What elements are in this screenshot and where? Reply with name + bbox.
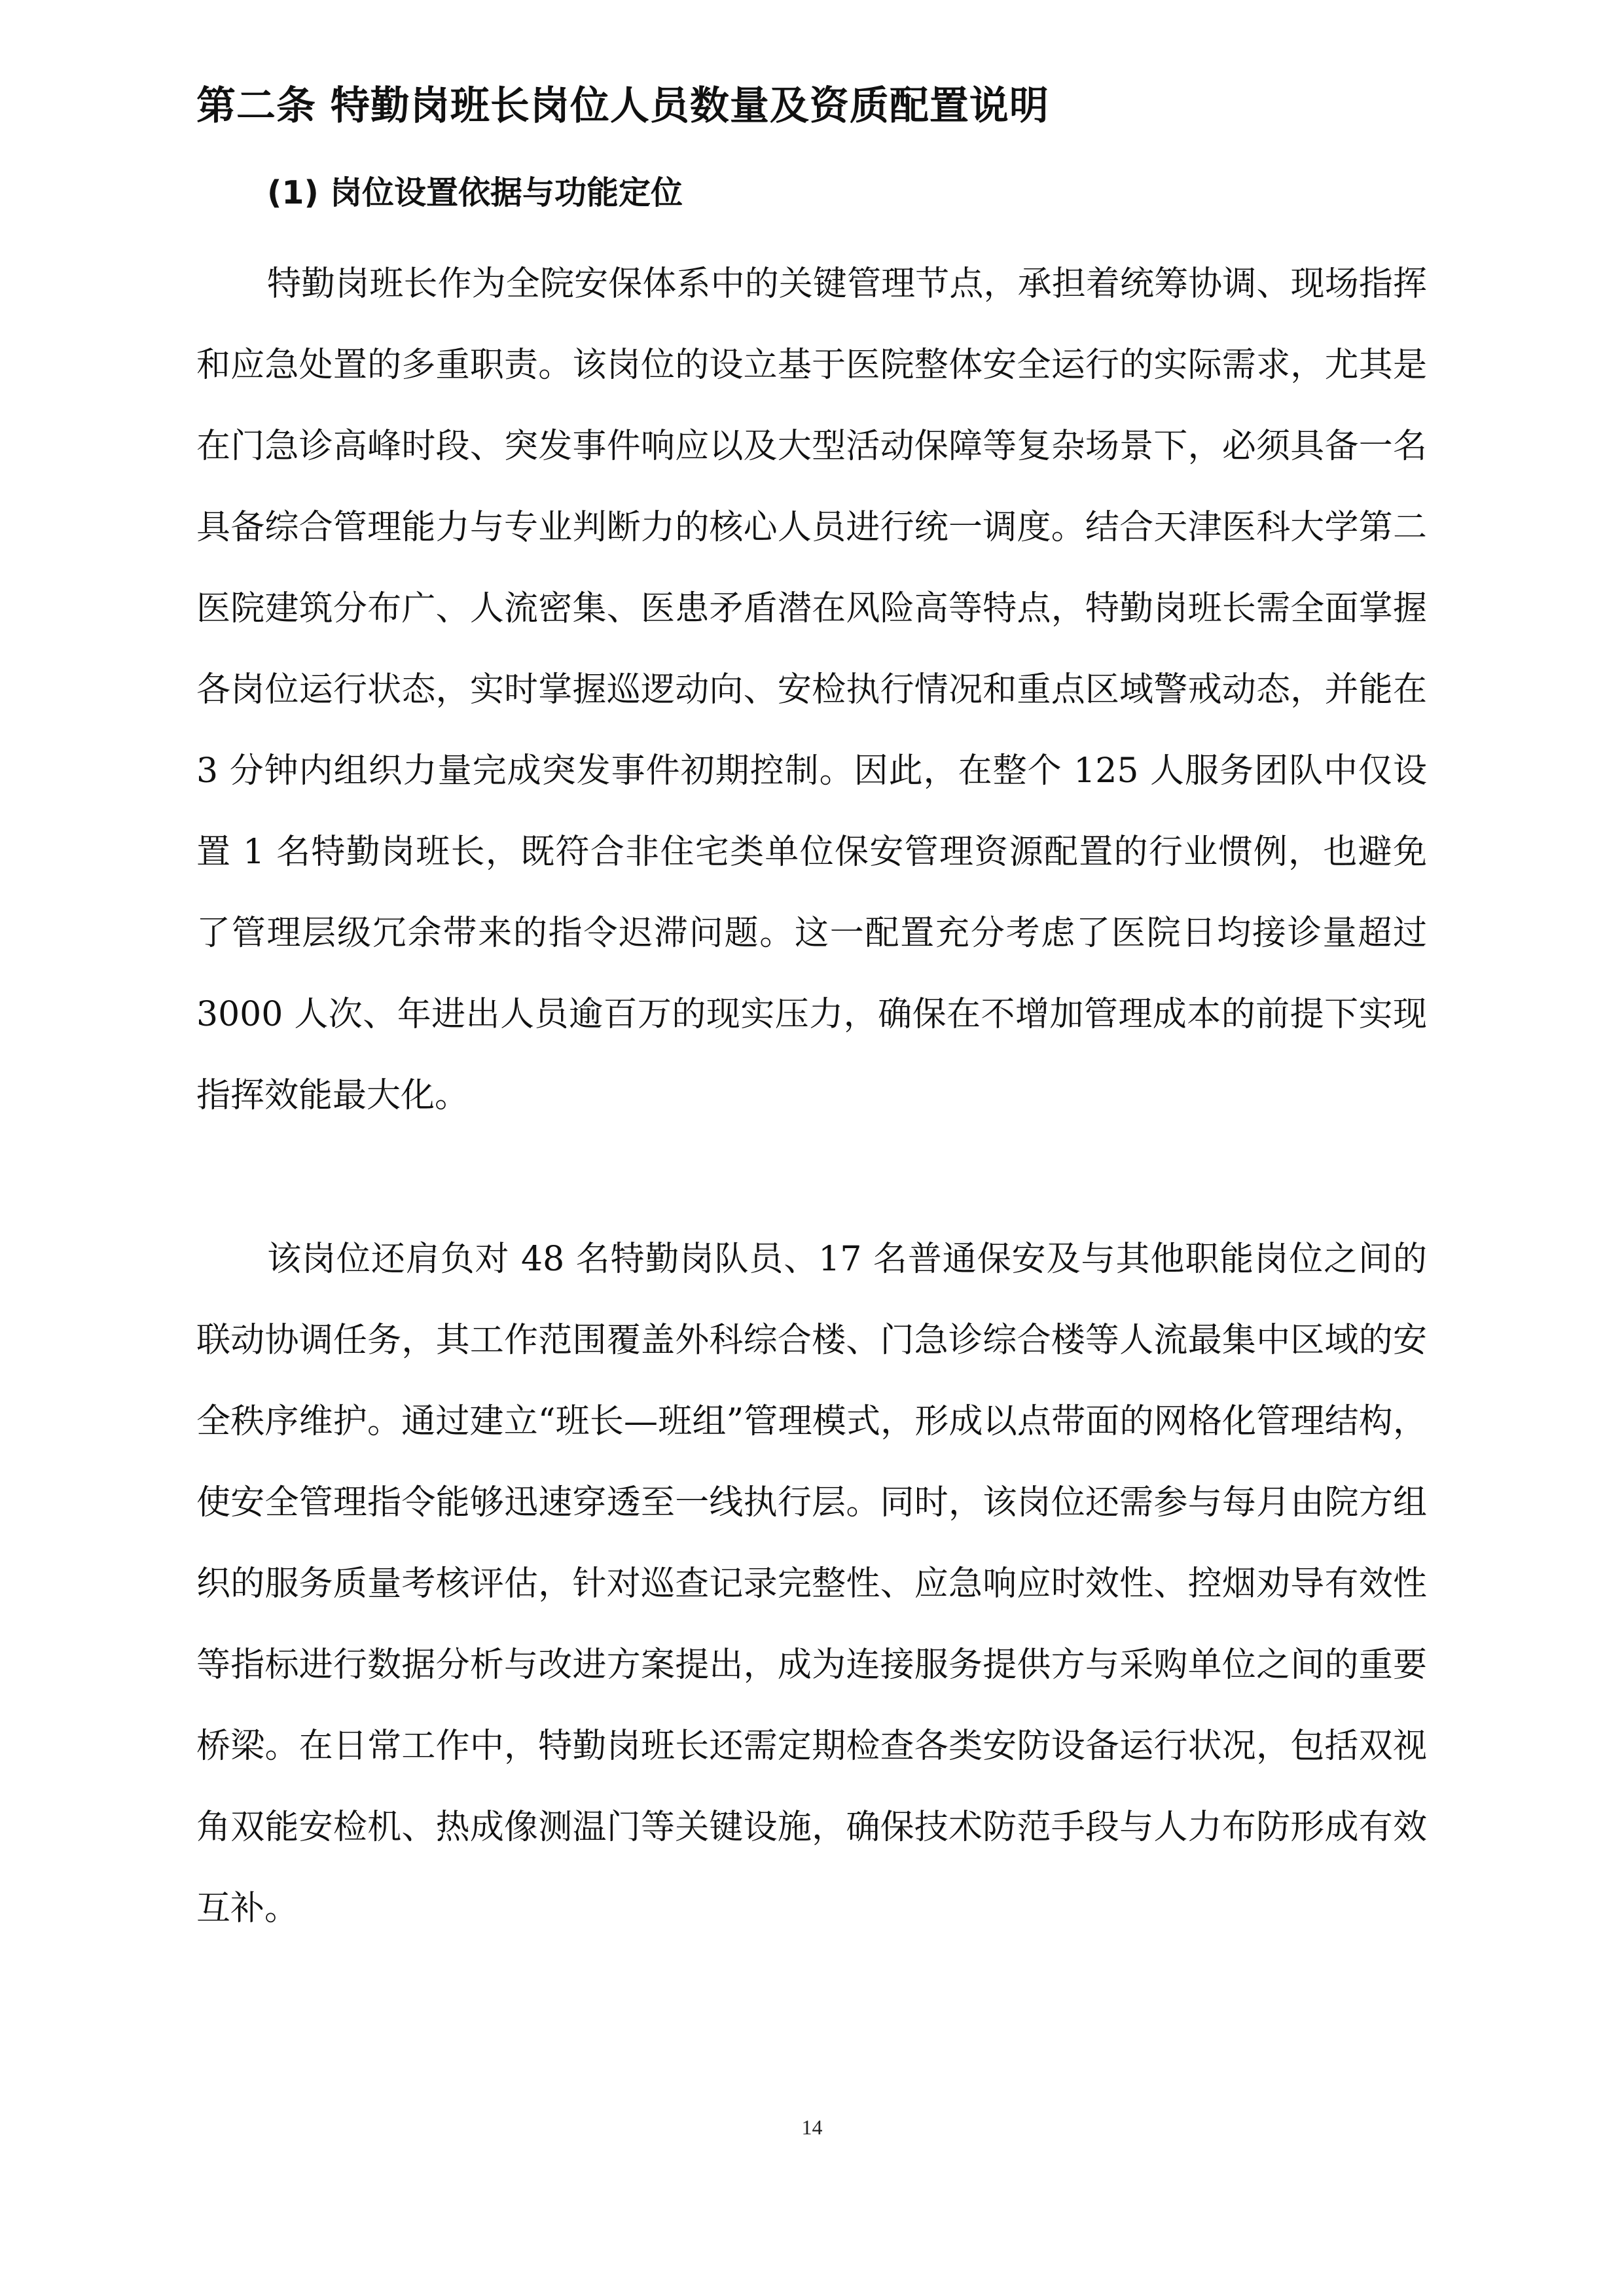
section-title: 第二条 特勤岗班长岗位人员数量及资质配置说明 xyxy=(196,83,1049,129)
body-paragraph-1: 特勤岗班长作为全院安保体系中的关键管理节点，承担着统筹协调、现场指挥和应急处置的多重职责。该岗位的设立基于医院整体安全运行的实际需求，尤其是在门急诊高峰时段、突发事件响应以及大型活动保障等复杂场景下，必须具备一名具备综合管理能力与专业判断力的核心人员进行统一调度。结合天津医科大学第二医院建筑分布广、人流密集、医患矛盾潜在风险高等特点，特勤岗班长需全面掌握各岗位运行状态，实时掌握巡逻动向、安检执行情况和重点区域警戒动态，并能在 3 分钟内组织力量完成突发事件初期控制。因此，在整个 125 人服务团队中仅设置 1 名特勤岗班长，既符合非住宅类单位保安管理资源配置的行业惯例，也避免了管理层级冗余带来的指令迟滞问题。这一配置充分考虑了医院日均接诊量超过 3000 人次、年进出人员逾百万的现实压力，确保在不增加管理成本的前提下实现指挥效能最大化。 xyxy=(196,264,1427,1115)
sub-heading: (1) 岗位设置依据与功能定位 xyxy=(267,174,683,211)
body-paragraph-2: 该岗位还肩负对 48 名特勤岗队员、17 名普通保安及与其他职能岗位之间的联动协调任务，其工作范围覆盖外科综合楼、门急诊综合楼等人流最集中区域的安全秩序维护。通过建立“班长—班组”管理模式，形成以点带面的网格化管理结构，使安全管理指令能够迅速穿透至一线执行层。同时，该岗位还需参与每月由院方组织的服务质量考核评估，针对巡查记录完整性、应急响应时效性、控烟劝导有效性等指标进行数据分析与改进方案提出，成为连接服务提供方与采购单位之间的重要桥梁。在日常工作中，特勤岗班长还需定期检查各类安防设备运行状况，包括双视角双能安检机、热成像测温门等关键设施，确保技术防范手段与人力布防形成有效互补。 xyxy=(196,1240,1427,1928)
page-number: 14 xyxy=(801,2115,823,2139)
